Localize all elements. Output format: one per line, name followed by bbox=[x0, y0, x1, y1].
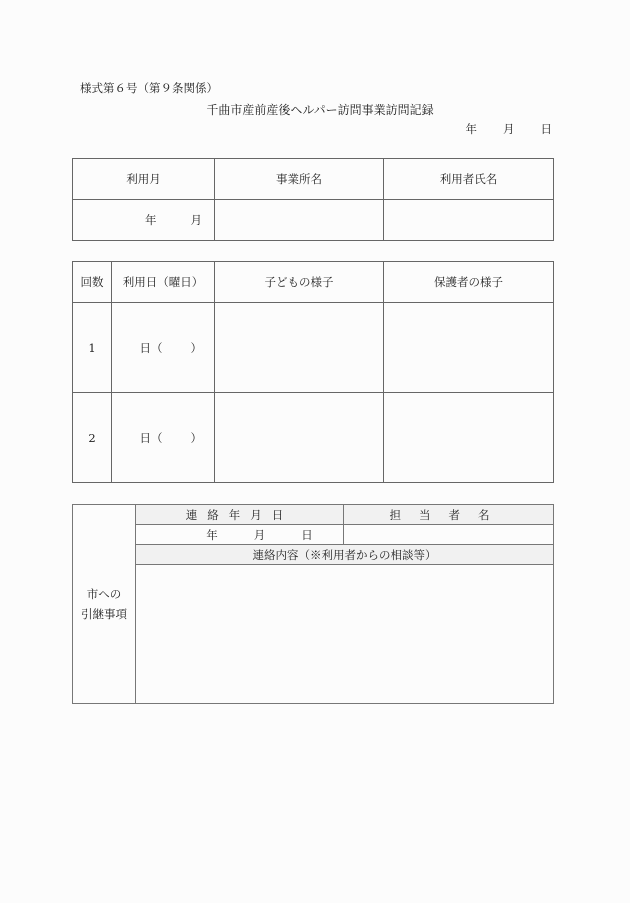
office-name-field[interactable] bbox=[215, 200, 384, 241]
contact-date-field[interactable]: 年 月 日 bbox=[136, 525, 344, 545]
user-name-field[interactable] bbox=[384, 200, 554, 241]
person-in-charge-field[interactable] bbox=[344, 525, 554, 545]
table-row bbox=[73, 393, 554, 483]
weekday-close: ） bbox=[190, 340, 202, 355]
header-usage-month: 利用月 bbox=[73, 159, 215, 200]
date-day-label: 日 bbox=[540, 122, 552, 136]
day-label: 日（ bbox=[139, 340, 163, 355]
table-row bbox=[73, 303, 554, 393]
guardian-status-field[interactable] bbox=[384, 393, 554, 483]
page-title: 千曲市産前産後ヘルパー訪問事業訪問記録 bbox=[206, 103, 434, 117]
child-status-field[interactable] bbox=[215, 303, 384, 393]
child-status-field[interactable] bbox=[215, 393, 384, 483]
header-usage-date: 利用日（曜日） bbox=[112, 262, 215, 303]
header-child-status: 子どもの様子 bbox=[215, 262, 384, 303]
header-user-name: 利用者氏名 bbox=[384, 159, 554, 200]
header-contact-content: 連絡内容（※利用者からの相談等） bbox=[136, 545, 554, 565]
usage-month-field[interactable] bbox=[73, 200, 215, 241]
form-number: 様式第６号（第９条関係） bbox=[80, 81, 218, 95]
header-guardian-status: 保護者の様子 bbox=[384, 262, 554, 303]
date-year-label: 年 bbox=[465, 122, 477, 136]
contact-content-field[interactable] bbox=[136, 565, 554, 704]
visit-count: 2 bbox=[73, 393, 112, 483]
weekday-close: ） bbox=[190, 430, 202, 445]
summary-table bbox=[72, 158, 554, 241]
visit-count: 1 bbox=[73, 303, 112, 393]
document-date bbox=[466, 121, 553, 137]
handover-side-label: 市への 引継事項 bbox=[73, 505, 136, 704]
guardian-status-field[interactable] bbox=[384, 303, 554, 393]
header-visit-count: 回数 bbox=[73, 262, 112, 303]
usage-date-field[interactable] bbox=[112, 303, 215, 393]
visit-table bbox=[72, 261, 554, 483]
header-person-in-charge: 担当者名 bbox=[344, 505, 554, 525]
day-label: 日（ bbox=[139, 430, 163, 445]
handover-table bbox=[72, 504, 554, 704]
usage-date-field[interactable] bbox=[112, 393, 215, 483]
header-office-name: 事業所名 bbox=[215, 159, 384, 200]
header-contact-date: 連絡年月日 bbox=[136, 505, 344, 525]
usage-month-label: 月 bbox=[190, 213, 202, 227]
date-month-label: 月 bbox=[503, 122, 515, 136]
usage-year-label: 年 bbox=[145, 213, 157, 227]
